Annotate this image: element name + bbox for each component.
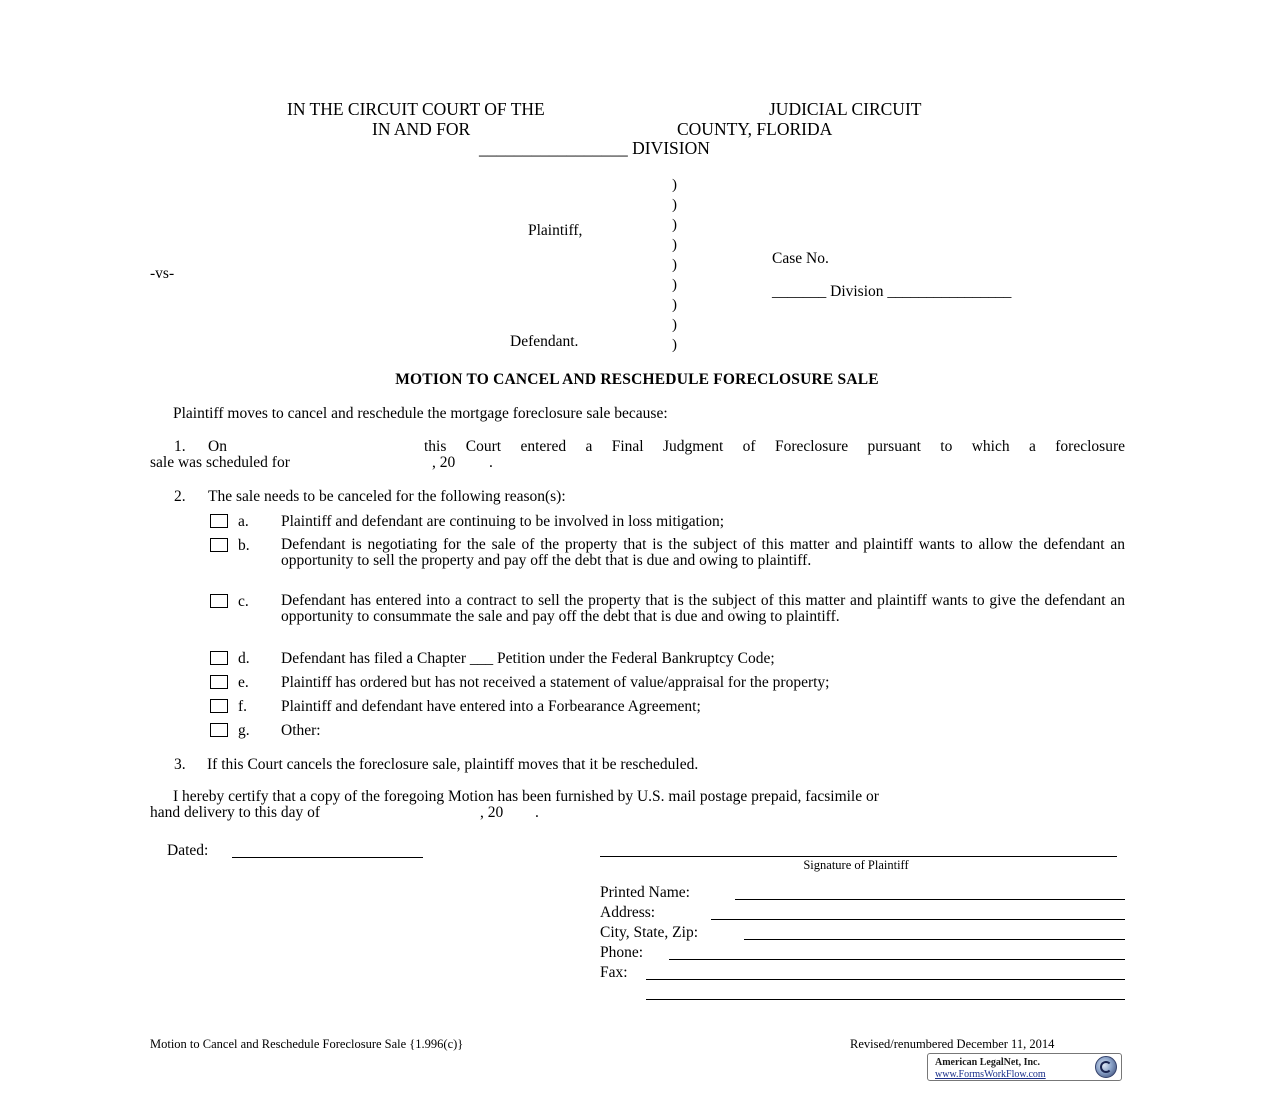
reason-e-letter: e. [238, 674, 249, 691]
paren-9: ) [672, 337, 677, 353]
paren-6: ) [672, 277, 677, 293]
city-state-zip-field[interactable] [744, 939, 1125, 940]
item3-number: 3. [174, 756, 186, 773]
plaintiff-label: Plaintiff, [528, 222, 583, 239]
phone-field[interactable] [669, 959, 1125, 960]
paren-2: ) [672, 197, 677, 213]
reason-b-text: Defendant is negotiating for the sale of the property that is the subject of this matter and plaintiff wants to allow the defendant an opportunity to sell the property and pay off the debt that is due and owing to plaintiff. [281, 536, 1125, 569]
reason-f-checkbox[interactable] [210, 699, 228, 713]
item2-number: 2. [174, 488, 186, 505]
item3-text: If this Court cancels the foreclosure sale, plaintiff moves that it be rescheduled. [207, 756, 699, 773]
reason-b-letter: b. [238, 537, 250, 554]
reason-b-checkbox[interactable] [210, 538, 228, 552]
defendant-label: Defendant. [510, 333, 579, 350]
globe-icon [1095, 1056, 1117, 1078]
item1-line2: sale was scheduled for [150, 454, 290, 471]
paren-5: ) [672, 257, 677, 273]
reason-d-letter: d. [238, 650, 250, 667]
reason-c-text: Defendant has entered into a contract to sell the property that is the subject of this matter and plaintiff wants to give the defendant an opportunity to consummate the sale and pay off the debt that is due and owing to plaintiff. [281, 592, 1125, 625]
caption-circuit-right: JUDICIAL CIRCUIT [769, 99, 922, 119]
fax-label: Fax: [600, 964, 628, 981]
division-line: _______ Division ________________ [772, 283, 1012, 300]
caption-in-and-for: IN AND FOR [372, 119, 471, 139]
certificate-period: . [535, 804, 539, 821]
item2-text: The sale needs to be canceled for the following reason(s): [208, 488, 566, 505]
reason-a-checkbox[interactable] [210, 514, 228, 528]
logo-company-name: American LegalNet, Inc. [935, 1057, 1040, 1068]
reason-d-text: Defendant has filed a Chapter ___ Petition under the Federal Bankruptcy Code; [281, 650, 775, 667]
printed-name-field[interactable] [735, 899, 1125, 900]
certificate-line2: hand delivery to this day of [150, 804, 321, 821]
caption-county: COUNTY, FLORIDA [677, 119, 833, 139]
paren-8: ) [672, 317, 677, 333]
certificate-year: , 20 [480, 804, 504, 821]
dated-field[interactable] [232, 857, 423, 858]
item1-text: this Court entered a Final Judgment of Foreclosure pursuant to which a foreclosure [424, 438, 1125, 455]
footer-form-name: Motion to Cancel and Reschedule Foreclosure Sale {1.996(c)} [150, 1037, 464, 1051]
item1-period: . [489, 454, 493, 471]
paren-1: ) [672, 177, 677, 193]
printed-name-label: Printed Name: [600, 884, 690, 901]
certificate-line1: I hereby certify that a copy of the foregoing Motion has been furnished by U.S. mail postage prepaid, facsimile or [173, 788, 879, 805]
city-state-zip-label: City, State, Zip: [600, 924, 699, 941]
item1-on: On [208, 438, 227, 455]
reason-c-checkbox[interactable] [210, 594, 228, 608]
fax-field[interactable] [646, 979, 1125, 980]
versus-label: -vs- [150, 265, 175, 282]
address-label: Address: [600, 904, 656, 921]
reason-a-text: Plaintiff and defendant are continuing to be involved in loss mitigation; [281, 513, 725, 530]
address-field[interactable] [711, 919, 1125, 920]
item1-year: , 20 [432, 454, 456, 471]
reason-f-letter: f. [238, 698, 248, 715]
caption-division: _________________ DIVISION [479, 138, 710, 158]
reason-a-letter: a. [238, 513, 249, 530]
document-title: MOTION TO CANCEL AND RESCHEDULE FORECLOSURE SALE [395, 371, 879, 388]
signature-line[interactable] [600, 856, 1117, 857]
reason-f-text: Plaintiff and defendant have entered into a Forbearance Agreement; [281, 698, 701, 715]
logo-website-link[interactable]: www.FormsWorkFlow.com [935, 1069, 1046, 1080]
reason-g-checkbox[interactable] [210, 723, 228, 737]
footer-revised: Revised/renumbered December 11, 2014 [850, 1037, 1055, 1051]
reason-g-letter: g. [238, 722, 250, 739]
reason-g-text: Other: [281, 722, 321, 739]
item1-number: 1. [174, 438, 186, 455]
reason-e-text: Plaintiff has ordered but has not received a statement of value/appraisal for the property; [281, 674, 830, 691]
signature-caption: Signature of Plaintiff [803, 858, 909, 872]
reason-e-checkbox[interactable] [210, 675, 228, 689]
reason-d-checkbox[interactable] [210, 651, 228, 665]
case-no-label: Case No. [772, 250, 829, 267]
caption-court-left: IN THE CIRCUIT COURT OF THE [287, 99, 545, 119]
phone-label: Phone: [600, 944, 644, 961]
dated-label: Dated: [167, 842, 209, 859]
intro-text: Plaintiff moves to cancel and reschedule the mortgage foreclosure sale because: [173, 405, 668, 422]
paren-7: ) [672, 297, 677, 313]
paren-3: ) [672, 217, 677, 233]
american-legalnet-logo[interactable] [927, 1053, 1122, 1081]
paren-4: ) [672, 237, 677, 253]
reason-c-letter: c. [238, 593, 249, 610]
extra-contact-field[interactable] [646, 999, 1125, 1000]
